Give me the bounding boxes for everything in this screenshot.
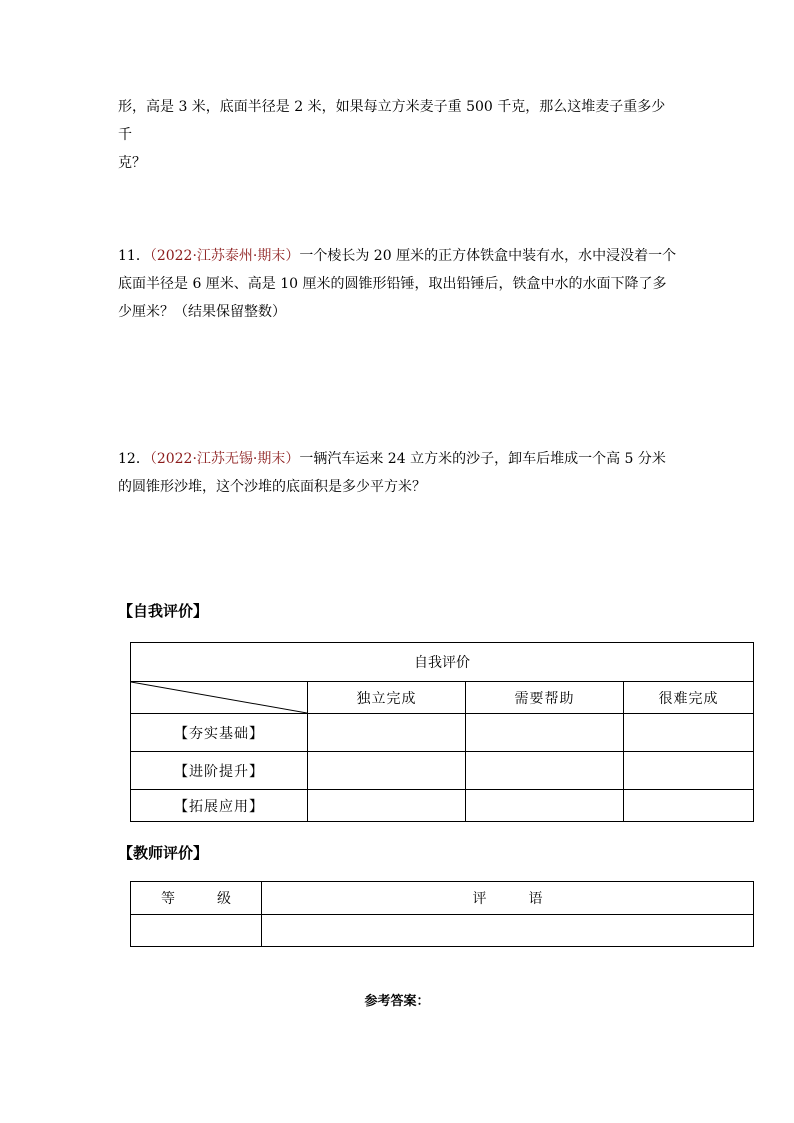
cell-foundation-difficult[interactable]	[624, 714, 754, 752]
comment-header: 评 语	[262, 882, 754, 915]
row-advanced: 【进阶提升】	[131, 752, 308, 790]
self-eval-table-title: 自我评价	[131, 643, 754, 682]
question-10-line1: 形，高是 3 米，底面半径是 2 米，如果每立方米麦子重 500 千克，那么这堆麦子重多少千	[118, 99, 666, 143]
question-10-line2: 克？	[118, 155, 146, 171]
comment-cell[interactable]	[262, 915, 754, 947]
self-eval-heading: 【自我评价】	[118, 602, 209, 620]
cell-foundation-need-help[interactable]	[466, 714, 624, 752]
self-eval-table	[130, 642, 754, 822]
cell-extension-difficult[interactable]	[624, 790, 754, 822]
question-12-source[interactable]: （2022·江苏无锡·期末）	[149, 451, 300, 467]
cell-advanced-difficult[interactable]	[624, 752, 754, 790]
cell-advanced-need-help[interactable]	[466, 752, 624, 790]
teacher-eval-heading: 【教师评价】	[118, 844, 209, 862]
teacher-eval-table	[130, 881, 754, 947]
grade-cell[interactable]	[131, 915, 262, 947]
question-11	[118, 242, 678, 326]
col-need-help: 需要帮助	[466, 682, 624, 714]
question-12-number: 12．	[118, 451, 150, 467]
col-independent: 独立完成	[308, 682, 466, 714]
row-foundation: 【夯实基础】	[131, 714, 308, 752]
cell-extension-need-help[interactable]	[466, 790, 624, 822]
answers-heading: 参考答案：	[364, 994, 430, 1009]
question-12	[118, 445, 678, 501]
cell-foundation-independent[interactable]	[308, 714, 466, 752]
grade-header: 等 级	[131, 882, 262, 915]
question-11-number: 11．	[118, 248, 150, 264]
question-10-continued	[118, 93, 678, 177]
question-11-source[interactable]: （2022·江苏泰州·期末）	[149, 248, 300, 264]
question-11-text: 一个棱长为 20 厘米的正方体铁盒中装有水，水中浸没着一个底面半径是 6 厘米、高是 10 厘米的圆锥形铅锤，取出铅锤后，铁盒中水的水面下降了多少厘米？（结果保留整数）	[118, 248, 677, 320]
row-extension: 【拓展应用】	[131, 790, 308, 822]
diagonal-header-cell	[131, 682, 308, 714]
cell-advanced-independent[interactable]	[308, 752, 466, 790]
diagonal-line	[131, 682, 307, 713]
question-12-text: 一辆汽车运来 24 立方米的沙子，卸车后堆成一个高 5 分米的圆锥形沙堆，这个沙堆的底面积是多少平方米？	[118, 451, 666, 495]
col-difficult: 很难完成	[624, 682, 754, 714]
cell-extension-independent[interactable]	[308, 790, 466, 822]
